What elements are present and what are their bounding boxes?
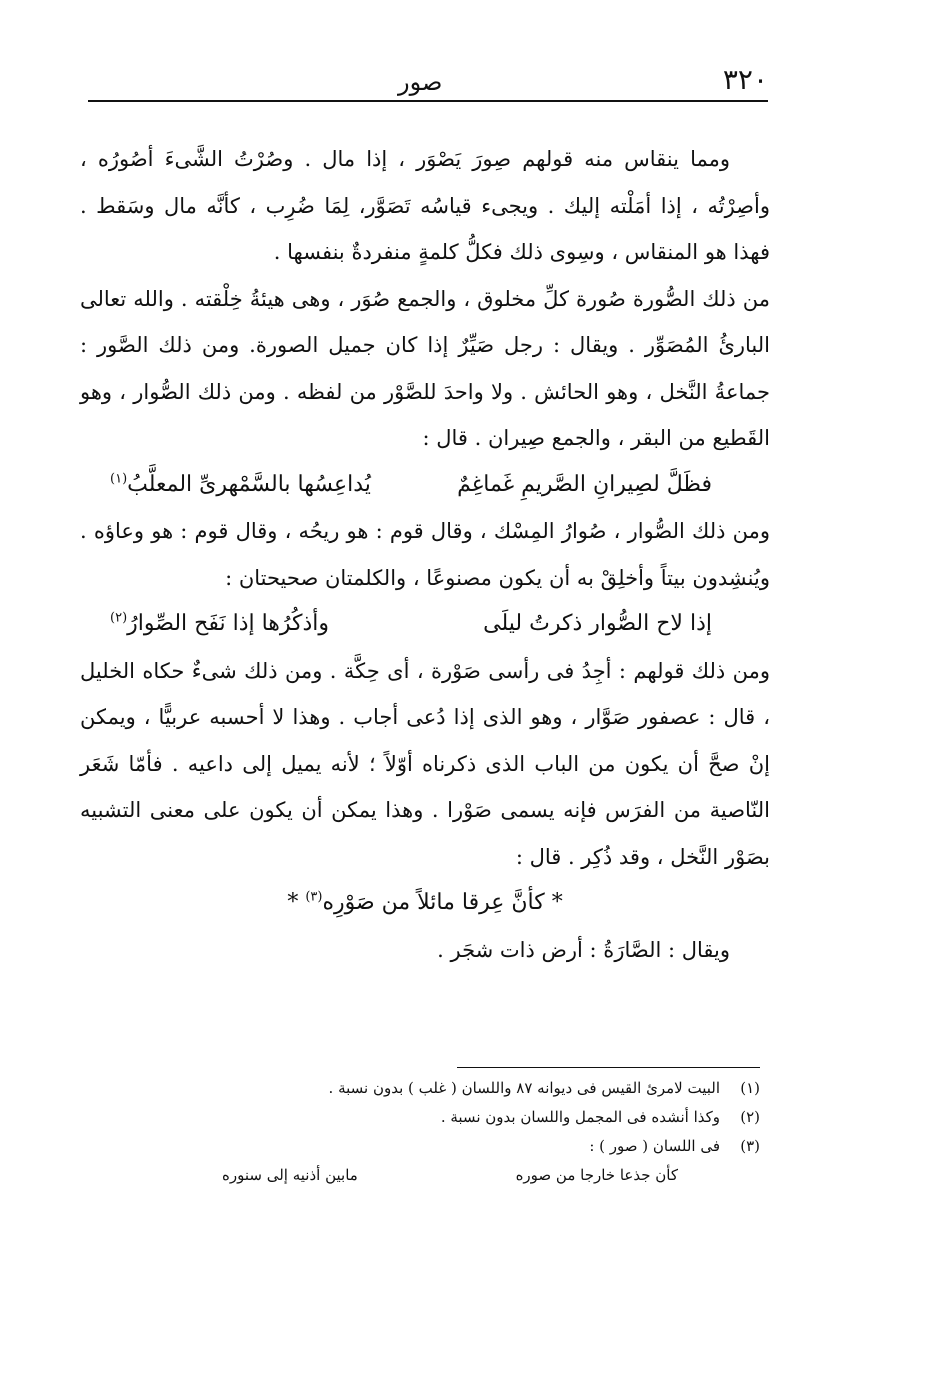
footnote-ref-2: (٢) <box>110 610 128 626</box>
verse-1-second-hemistich <box>110 462 371 509</box>
verse-1-first-hemistich: فظَلَّ لصِيرانِ الصَّريمِ غَماغِمٌ <box>457 471 712 497</box>
footnote-rule <box>457 1067 760 1068</box>
footnote-verse-first: كأن جذعا خارجا من صوره <box>515 1166 678 1184</box>
verse-2-second-hemistich <box>110 601 329 648</box>
main-text <box>80 136 770 973</box>
footnote-1 <box>200 1074 760 1103</box>
paragraph-3: ومن ذلك الصُّوار ، صُوارُ المِسْك ، وقال قوم : هو ريحُه ، وقال قوم : هو وعاؤه . ويُنشِدون بيتاً وأخلِقْ به أن يكون مصنوعًا ، والكلمتان صحيحتان : <box>80 519 770 590</box>
footnote-verse-second: مابين أذنيه إلى سنوره <box>222 1166 358 1184</box>
paragraph-5: ويقال : الصَّارَةُ : أرض ذات شجَر . <box>437 937 730 962</box>
footnote-2 <box>200 1103 760 1132</box>
verse-end-mark: * <box>287 890 299 915</box>
verse-1 <box>80 462 770 509</box>
verse-2-second-text: وأذكُرُها إذا نَفَح الصِّوارُ <box>127 611 330 636</box>
verse-3 <box>80 880 770 927</box>
footnote-text: البيت لامرئ القيس فى ديوانه ٨٧ واللسان ( غلب ) بدون نسبة . <box>328 1079 720 1097</box>
verse-2 <box>80 601 770 648</box>
footnotes <box>200 1074 760 1190</box>
page-header <box>88 58 768 98</box>
paragraph-2: من ذلك الصُّورة صُورة كلِّ مخلوق ، والجمع صُوَر ، وهى هيئةُ خِلْقته . والله تعالى البارئُ المُصَوِّر . ويقال : رجل صَيِّرٌ إذا كان جميل الصورة. ومن ذلك الصَّور : جماعةُ النَّخل ، وهو الحائش . ولا واحدَ للصَّوْر من لفظه . ومن ذلك الصُّوار ، وهو القَطيع من البقر ، والجمع صِيران . قال : <box>80 286 770 450</box>
footnote-verse <box>200 1161 760 1190</box>
footnote-ref-1: (١) <box>110 471 128 487</box>
running-head: صور <box>398 68 443 96</box>
footnote-ref-3: (٣) <box>305 889 323 905</box>
footnote-text: فى اللسان ( صور ) : <box>589 1137 720 1155</box>
verse-1-second-text: يُداعِسُها بالسَّمْهرىِّ المعلَّبُ <box>127 471 371 497</box>
footnote-text: وكذا أنشده فى المجمل واللسان بدون نسبة . <box>440 1108 720 1126</box>
paragraph-4: ومن ذلك قولهم : أجِدُ فى رأسى صَوْرة ، أى حِكَّة . ومن ذلك شىءٌ حكاه الخليل ، قال : عصفور صَوَّار ، وهو الذى إذا دُعى أجاب . وهذا لا أحسبه عربيًّا ، ويمكن إنْ صحَّ أن يكون من الباب الذى ذكرناه أوّلاً ؛ لأنه يميل إلى داعيه . فأمّا شَعَر النّاصية من الفرَس فإنه يسمى صَوْرا . وهذا يمكن أن يكون على معنى التشبيه بصَوْر النَّخل ، وقد ذُكِر . قال : <box>80 658 770 869</box>
header-rule <box>88 100 768 102</box>
paragraph-1: ومما ينقاس منه قولهم صِورَ يَصْوَر ، إذا مال . وصُرْتُ الشَّىءَ أصُورُه ، وأصِرْتُه ، إذا أمَلْته إليك . ويجىء قياسُه تَصَوَّر، لِمَا ضُرِب ، كأنَّه مال وسَقط . فهذا هو المنقاس ، وسِوى ذلك فكلُّ كلمةٍ منفردةٌ بنفسها . <box>80 147 770 264</box>
footnote-number: (١) <box>740 1079 760 1097</box>
verse-3-text <box>287 880 562 927</box>
verse-3-line: * كأنَّ عِرقا مائلاً من صَوْرِه <box>322 890 563 915</box>
footnote-number: (٢) <box>740 1108 760 1126</box>
footnote-number: (٣) <box>740 1137 760 1155</box>
footnote-3 <box>200 1132 760 1161</box>
verse-2-first-hemistich: إذا لاح الصُّوار ذكرتُ ليلَى <box>483 611 712 636</box>
page-number: ٣٢٠ <box>722 63 768 96</box>
